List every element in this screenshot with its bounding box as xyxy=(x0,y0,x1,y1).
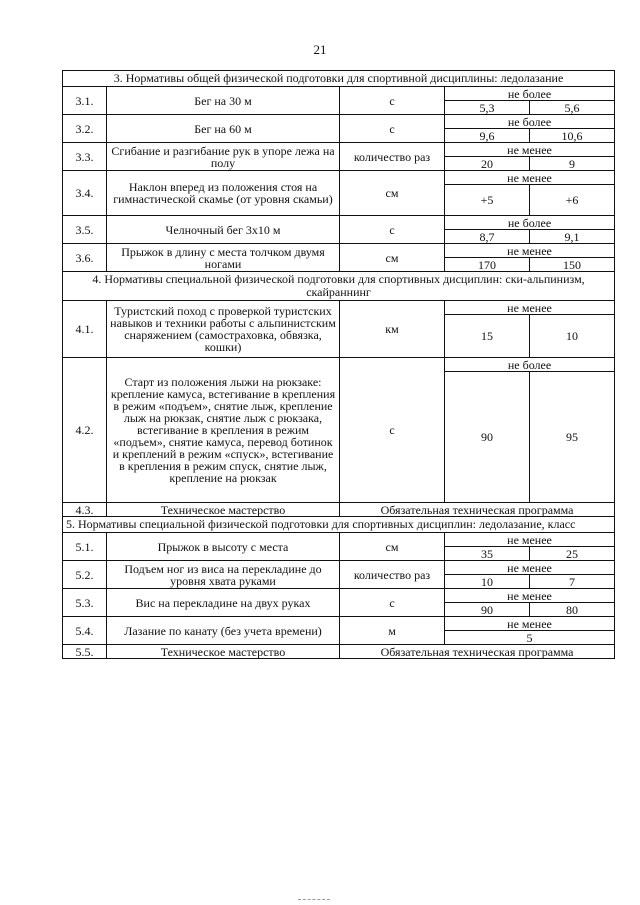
table-row xyxy=(63,533,615,547)
norm-type: не менее xyxy=(445,561,615,575)
value-1: 10 xyxy=(445,575,530,589)
table-row xyxy=(63,171,615,185)
value-2: 150 xyxy=(530,258,615,272)
exercise-name: Техническое мастерство xyxy=(107,645,340,659)
exercise-name: Подъем ног из виса на перекладине до уровня хвата руками xyxy=(107,561,340,589)
row-number: 3.1. xyxy=(63,87,107,115)
norm-type: не более xyxy=(445,115,615,129)
row-number: 5.3. xyxy=(63,589,107,617)
norm-type: не более xyxy=(445,358,615,372)
program-text: Обязательная техническая программа xyxy=(340,645,615,659)
exercise-name: Лазание по канату (без учета времени) xyxy=(107,617,340,645)
norm-type: не менее xyxy=(445,301,615,315)
exercise-name: Челночный бег 3х10 м xyxy=(107,216,340,244)
value-1: 5,3 xyxy=(445,101,530,115)
norm-type: не более xyxy=(445,87,615,101)
exercise-name: Бег на 60 м xyxy=(107,115,340,143)
table-row xyxy=(63,143,615,157)
table-row xyxy=(63,216,615,230)
value-1: 90 xyxy=(445,603,530,617)
row-number: 4.2. xyxy=(63,358,107,503)
value-2: 10 xyxy=(530,315,615,358)
table-row xyxy=(63,503,615,517)
unit: м xyxy=(340,617,445,645)
section-title: 4. Нормативы специальной физической подготовки для спортивных дисциплин: ски-альпинизм, скайраннинг xyxy=(63,272,615,301)
row-number: 5.5. xyxy=(63,645,107,659)
program-text: Обязательная техническая программа xyxy=(340,503,615,517)
section-title: 5. Нормативы специальной физической подготовки для спортивных дисциплин: ледолазание, класс xyxy=(63,517,615,533)
unit: км xyxy=(340,301,445,358)
section-title: 3. Нормативы общей физической подготовки для спортивной дисциплины: ледолазание xyxy=(63,71,615,87)
table-row xyxy=(63,617,615,631)
exercise-name: Старт из положения лыжи на рюкзаке: крепление камуса, встегивание в крепления в режим «подъем», снятие лыж, крепление лыж на рюкзак, снятие лыж с рюкзака, встегивание в крепления в режим «подъем», снятие камуса, перевод ботинок и креплений в режим «спуск», встегивание в крепления в режим спуск, снятие лыж, крепление на рюкзак xyxy=(107,358,340,503)
norm-type: не менее xyxy=(445,617,615,631)
value-2: 25 xyxy=(530,547,615,561)
value-1: 90 xyxy=(445,372,530,503)
row-number: 4.3. xyxy=(63,503,107,517)
value-1: 8,7 xyxy=(445,230,530,244)
value-1: 35 xyxy=(445,547,530,561)
row-number: 3.2. xyxy=(63,115,107,143)
norm-type: не более xyxy=(445,216,615,230)
unit: см xyxy=(340,244,445,272)
value-1: 15 xyxy=(445,315,530,358)
section-header xyxy=(63,517,615,533)
value-2: 5,6 xyxy=(530,101,615,115)
unit: с xyxy=(340,589,445,617)
section-header xyxy=(63,272,615,301)
norm-type: не менее xyxy=(445,171,615,185)
table-row xyxy=(63,301,615,315)
exercise-name: Вис на перекладине на двух руках xyxy=(107,589,340,617)
row-number: 3.6. xyxy=(63,244,107,272)
table-row xyxy=(63,244,615,258)
unit: см xyxy=(340,533,445,561)
normatives-table xyxy=(62,70,615,659)
table-row xyxy=(63,87,615,101)
row-number: 3.5. xyxy=(63,216,107,244)
scan-mark xyxy=(298,899,330,902)
norm-type: не менее xyxy=(445,533,615,547)
exercise-name: Прыжок в длину с места толчком двумя ногами xyxy=(107,244,340,272)
unit: с xyxy=(340,87,445,115)
row-number: 4.1. xyxy=(63,301,107,358)
value-1: 170 xyxy=(445,258,530,272)
value-2: 9,1 xyxy=(530,230,615,244)
exercise-name: Техническое мастерство xyxy=(107,503,340,517)
unit: см xyxy=(340,171,445,216)
value-2: 9 xyxy=(530,157,615,171)
unit: с xyxy=(340,115,445,143)
value-1: 9,6 xyxy=(445,129,530,143)
exercise-name: Наклон вперед из положения стоя на гимнастической скамье (от уровня скамьи) xyxy=(107,171,340,216)
row-number: 3.4. xyxy=(63,171,107,216)
page-number: 21 xyxy=(313,42,327,57)
value-2: 95 xyxy=(530,372,615,503)
table-row xyxy=(63,589,615,603)
norm-type: не менее xyxy=(445,589,615,603)
value-1: 20 xyxy=(445,157,530,171)
row-number: 5.2. xyxy=(63,561,107,589)
exercise-name: Прыжок в высоту с места xyxy=(107,533,340,561)
section-header xyxy=(63,71,615,87)
value-2: 10,6 xyxy=(530,129,615,143)
unit: с xyxy=(340,358,445,503)
unit: количество раз xyxy=(340,143,445,171)
norm-type: не менее xyxy=(445,143,615,157)
value-2: 7 xyxy=(530,575,615,589)
value-2: +6 xyxy=(530,185,615,216)
unit: количество раз xyxy=(340,561,445,589)
row-number: 5.4. xyxy=(63,617,107,645)
table-row xyxy=(63,645,615,659)
exercise-name: Туристский поход с проверкой туристских навыков и техники работы с альпинистским снаряжением (самостраховка, обвязка, кошки) xyxy=(107,301,340,358)
value-2: 80 xyxy=(530,603,615,617)
value-1: +5 xyxy=(445,185,530,216)
row-number: 5.1. xyxy=(63,533,107,561)
exercise-name: Бег на 30 м xyxy=(107,87,340,115)
value-single: 5 xyxy=(445,631,615,645)
norm-type: не менее xyxy=(445,244,615,258)
exercise-name: Сгибание и разгибание рук в упоре лежа на полу xyxy=(107,143,340,171)
table-row xyxy=(63,358,615,372)
table-row xyxy=(63,561,615,575)
table-row xyxy=(63,115,615,129)
unit: с xyxy=(340,216,445,244)
row-number: 3.3. xyxy=(63,143,107,171)
